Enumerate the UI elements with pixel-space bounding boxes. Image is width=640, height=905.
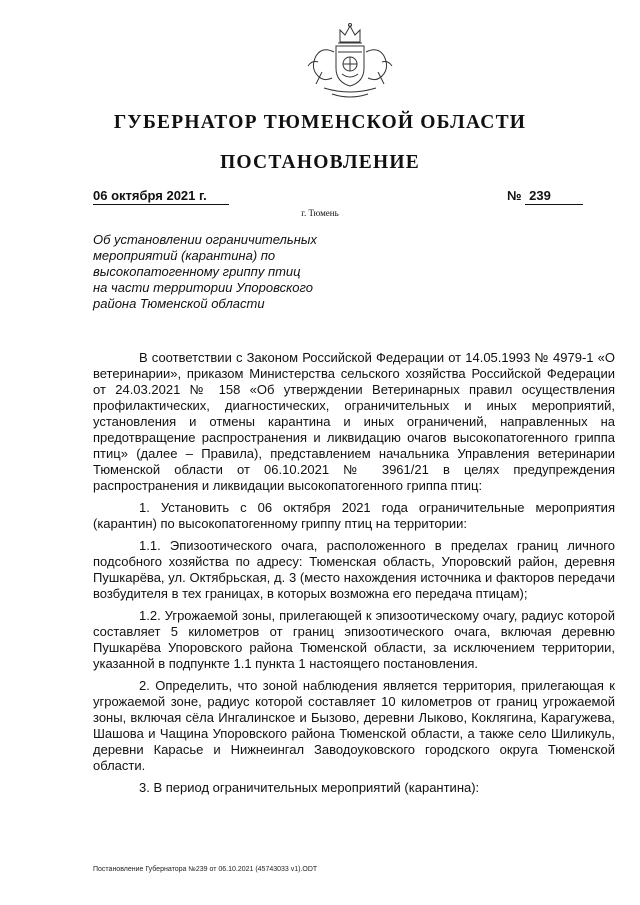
subject-line: на части территории Упоровского	[93, 280, 313, 295]
subject-line: высокопатогенному гриппу птиц	[93, 264, 301, 279]
clause-1: 1. Установить с 06 октября 2021 года ограничительные мероприятия (карантин) по высокопатогенному гриппу птиц на территории:	[93, 500, 615, 531]
clause-2: 2. Определить, что зоной наблюдения является территория, прилегающая к угрожаемой зоне, радиус которой составляет 10 километров от границ угрожаемой зоны, включая сёла Ингалинское и Бызово, деревни Лыково, Коклягина, Карагужева, Шашова и Чащина Упоровского района Тюменской области, а также село Шиликуль, деревни Карасье и Нижнеингал Заводоуковского городского округа Тюменской области.	[93, 678, 615, 773]
document-type: ПОСТАНОВЛЕНИЕ	[220, 152, 420, 173]
clause-3: 3. В период ограничительных мероприятий (карантина):	[139, 780, 480, 795]
number-label: №	[507, 188, 522, 203]
footer-filename: Постановление Губернатора №239 от 06.10.2021 (45743033 v1).ODT	[93, 866, 318, 873]
clause-1-1: 1.1. Эпизоотического очага, расположенного в пределах границ личного подсобного хозяйства по адресу: Тюменская область, Упоровский район, деревня Пушкарёва, ул. Октябрьская, д. 3 (место нахождения источника и факторов передачи возбудителя в тех границах, в которых возможна его передача птицам);	[93, 538, 615, 601]
city: г. Тюмень	[301, 208, 339, 218]
authority-title: ГУБЕРНАТОР ТЮМЕНСКОЙ ОБЛАСТИ	[113, 112, 527, 133]
document-subject	[93, 232, 358, 312]
clause-1-2: 1.2. Угрожаемой зоны, прилегающей к эпизоотическому очагу, радиус которой составляет 5 километров от границ эпизоотического очага, включая деревню Пушкарёва Упоровского района Тюменской области, за исключением территории, указанной в подпункте 1.1 пункта 1 настоящего постановления.	[93, 608, 615, 671]
subject-line: мероприятий (карантина) по	[93, 248, 276, 263]
subject-line: района Тюменской области	[93, 296, 265, 311]
preamble-paragraph: В соответствии с Законом Российской Федерации от 14.05.1993 № 4979-1 «О ветеринарии», приказом Министерства сельского хозяйства Российской Федерации от 24.03.2021 № 158 «Об утверждении Ветеринарных правил осуществления профилактических, диагностических, ограничительных и иных мероприятий, установления и отмены карантина и иных ограничений, направленных на предотвращение распространения и ликвидацию очагов высокопатогенного гриппа птиц» (далее – Правила), представлением начальника Управления ветеринарии Тюменской области от 06.10.2021 № 3961/21 в целях предупреждения распространения и ликвидации высокопатогенного гриппа птиц:	[93, 350, 615, 493]
document-body	[93, 350, 615, 802]
subject-line: Об установлении ограничительных	[93, 232, 317, 247]
coat-of-arms-icon	[288, 22, 412, 108]
document-number	[507, 188, 583, 205]
number-value: 239	[525, 188, 583, 205]
document-date: 06 октября 2021 г.	[93, 188, 229, 205]
